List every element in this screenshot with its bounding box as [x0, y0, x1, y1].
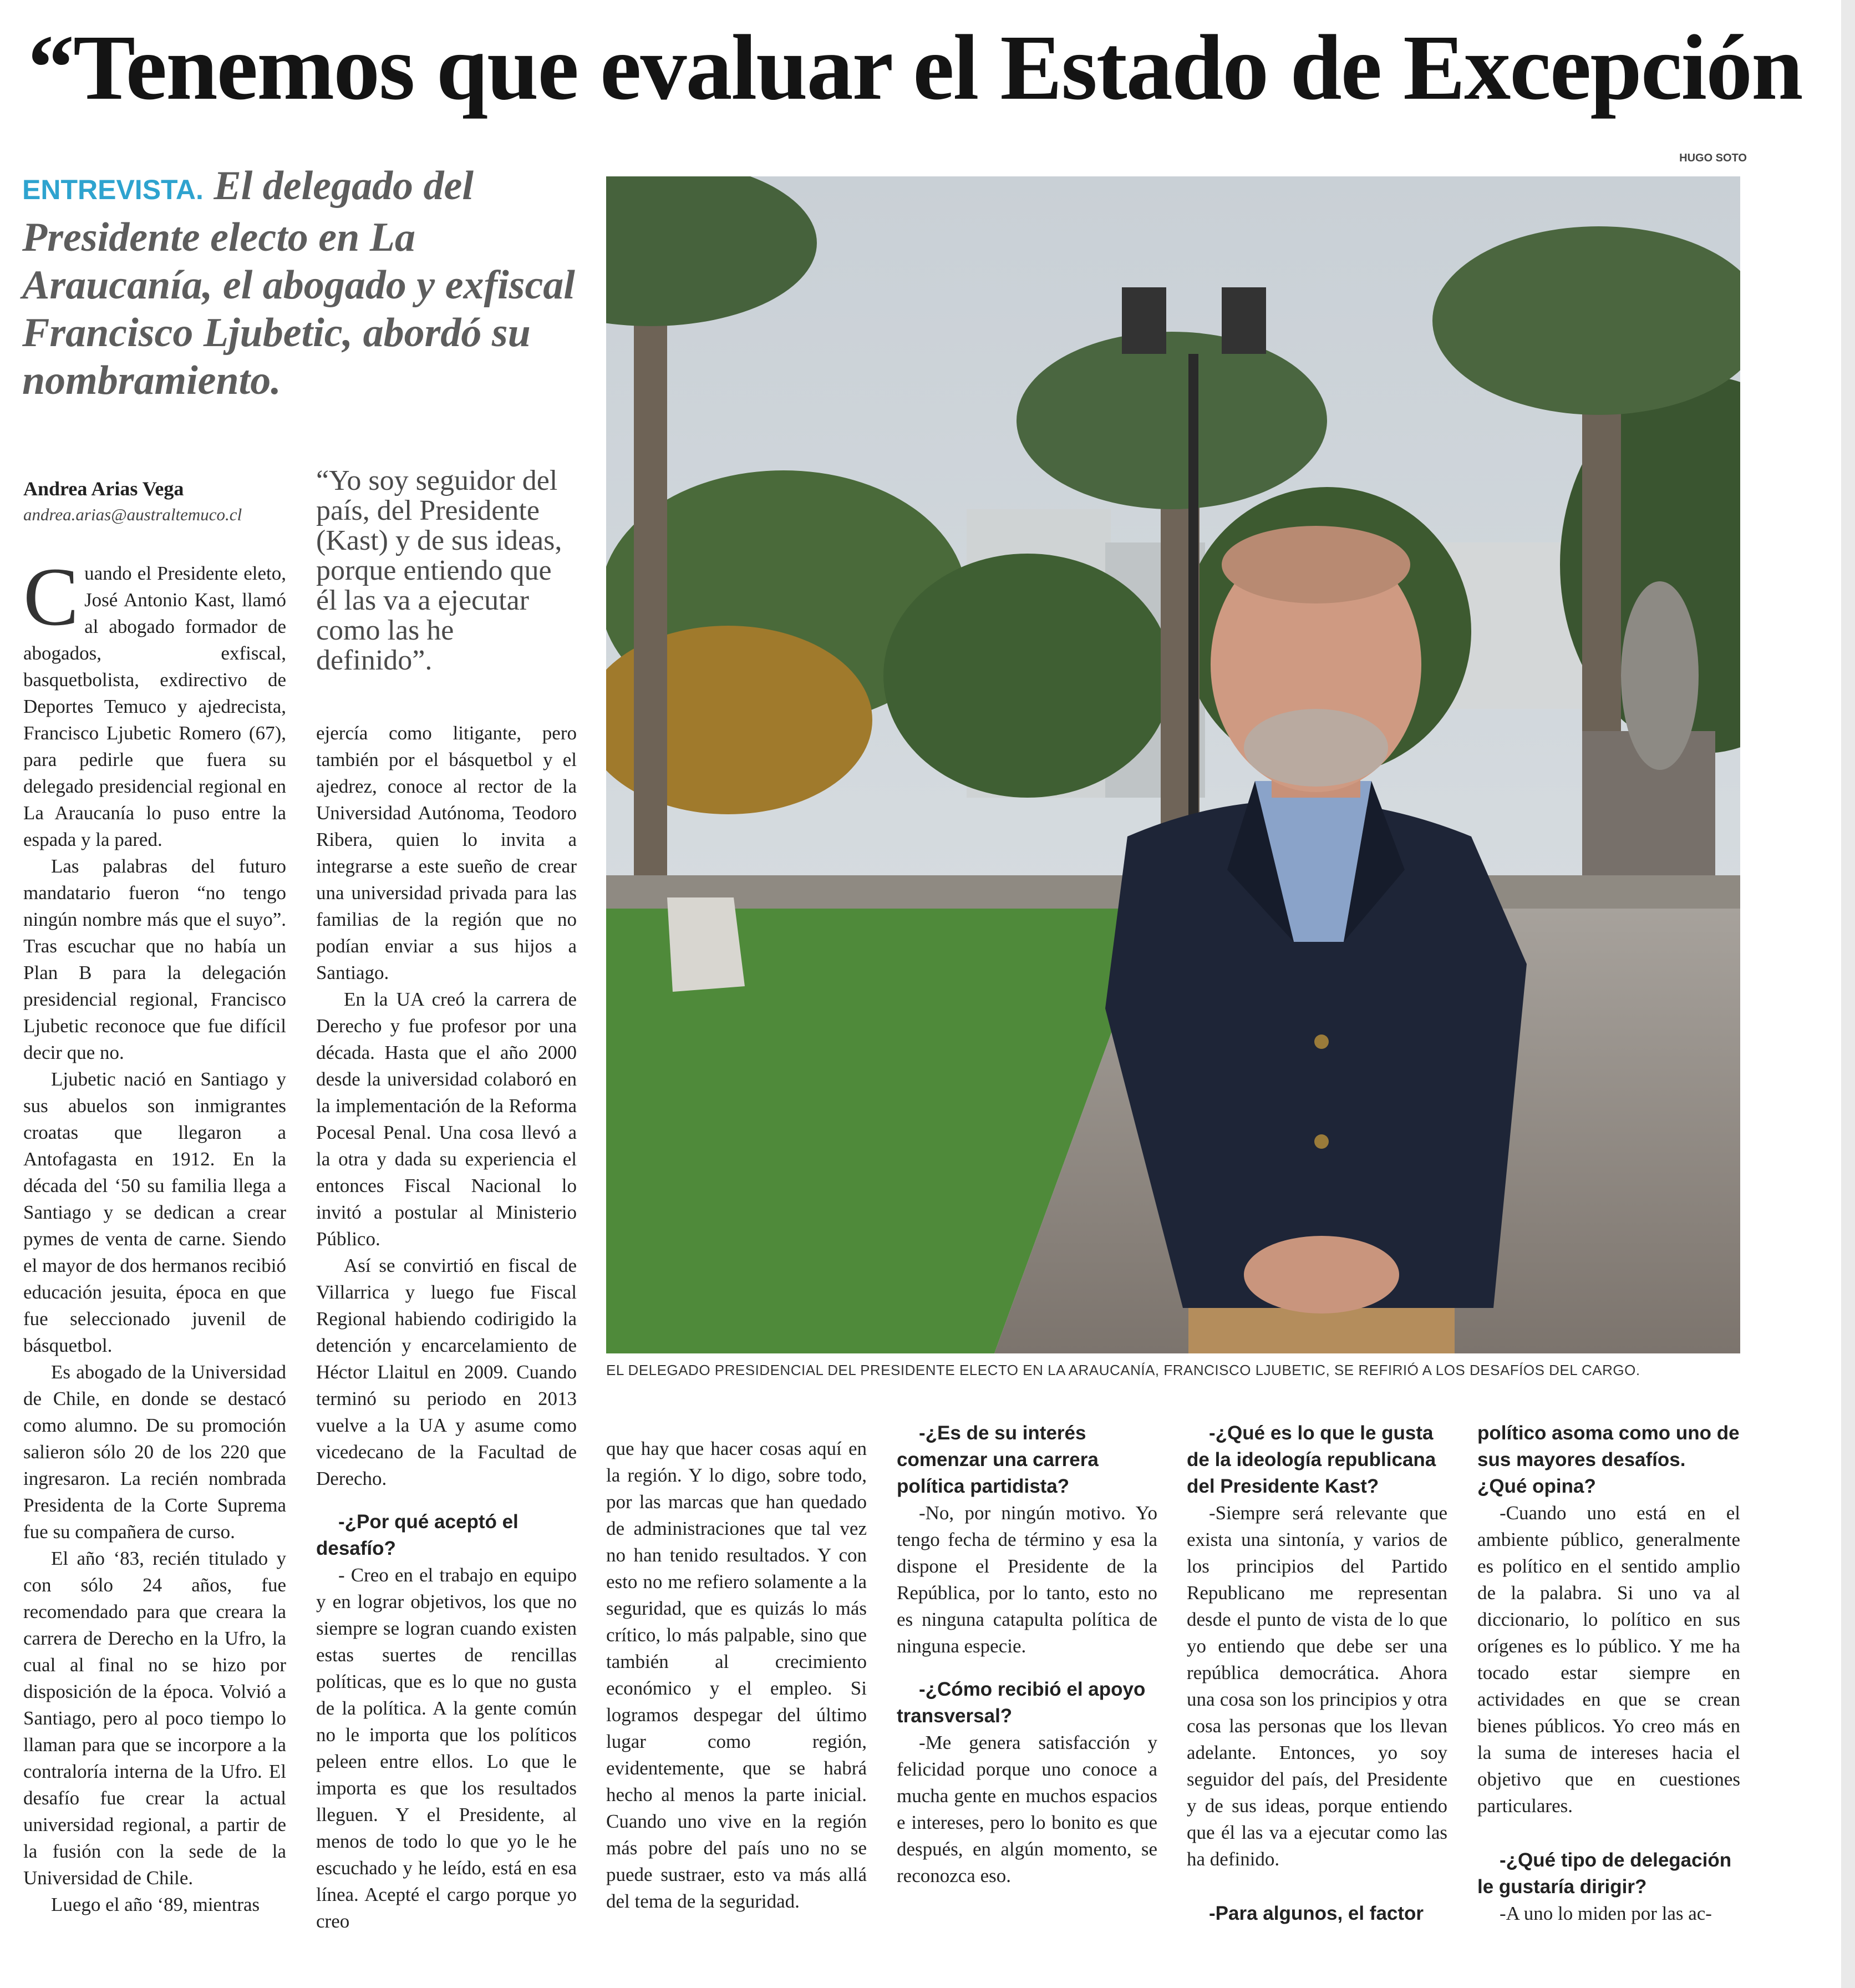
- paragraph: Luego el año ‘89, mientras: [51, 1894, 260, 1915]
- photo-caption: EL DELEGADO PRESIDENCIAL DEL PRESIDENTE ELECTO EN LA ARAUCANÍA, FRANCISCO LJUBETIC, SE REFIRIÓ A LOS DESAFÍOS DEL CARGO.: [606, 1362, 1640, 1378]
- paragraph: Así se convirtió en fiscal de Villarrica y luego fue Fiscal Regional habiendo codirigido la detención y encarcelamiento de Héctor Llaitul en 2009. Cuando terminó su periodo en 2013 vuelve a la UA y asume como vicedecano de la Facultad de Derecho.: [316, 1255, 577, 1489]
- paragraph: ejercía como litigante, pero también por el básquetbol y el ajedrez, conoce al rector de la Universidad Autónoma, Teodoro Ribera, quien lo invita a integrarse a este sueño de crear una universidad privada para las familias de la región que no podían enviar a sus hijos a Santiago.: [316, 722, 577, 983]
- paragraph: que hay que hacer cosas aquí en la región. Y lo digo, sobre todo, por las marcas que han quedado de administraciones que tal vez no han tenido resultados. Y con esto no me refiero solamente a la seguridad, que es quizás lo más crítico, lo más palpable, sino que también al crecimiento económico y el empleo. Si logramos despegar del último lugar como región, evidentemente, que se habrá hecho al menos la parte inicial. Cuando uno vive en la región más pobre del país uno no se puede sustraer, esto va más allá del tema de la seguridad.: [606, 1438, 867, 1912]
- answer: -Me genera satisfacción y felicidad porque uno conoce a mucha gente en muchos espacios e intereses, pero lo bonito es que después, en algún momento, se reconozca eso.: [897, 1732, 1157, 1886]
- paragraph: Las palabras del futuro mandatario fueron “no tengo ningún nombre más que el suyo”. Tras escuchar que no había un Plan B para la delegación presidencial regional, Francisco Ljubetic reconoce que fue difícil decir que no.: [23, 855, 286, 1063]
- question: -¿Qué es lo que le gusta de la ideología republicana del Presidente Kast?: [1187, 1422, 1436, 1497]
- intro-text: El delegado del Presidente electo en La Araucanía, el abogado y exfiscal Francisco Ljubetic, abordó su nombramiento.: [22, 163, 575, 403]
- column-1: [23, 551, 286, 1918]
- column-6: [1477, 1420, 1740, 1927]
- question: -Para algunos, el factor: [1209, 1903, 1424, 1924]
- byline-email[interactable]: andrea.arias@australtemuco.cl: [23, 505, 242, 524]
- paragraph: Es abogado de la Universidad de Chile, en donde se destacó como alumno. De su promoción salieron sólo 20 de los 220 que ingresaron. La recién nombrada Presidenta de la Corte Suprema fue su compañera de curso.: [23, 1361, 286, 1543]
- answer: -No, por ningún motivo. Yo tengo fecha de término y esa la dispone el Presidente de la República, por lo tanto, esto no es ninguna catapulta política de ninguna especie.: [897, 1502, 1157, 1657]
- photo-credit: HUGO SOTO: [1679, 152, 1747, 164]
- dropcap: C: [23, 551, 79, 643]
- paragraph: Ljubetic nació en Santiago y sus abuelos son inmigrantes croatas que llegaron a Antofagasta en 1912. En la década del ‘50 su familia llega a Santiago y se dedican a crear pymes de venta de carne. Siendo el mayor de dos hermanos recibió educación jesuita, época en que fue seleccionado juvenil de básquetbol.: [23, 1068, 286, 1356]
- paragraph: En la UA creó la carrera de Derecho y fue profesor por una década. Hasta que el año 2000 desde la universidad colaboró en la implementación de la Reforma Pocesal Penal. Una cosa llevó a la otra y dada su experiencia el entonces Fiscal Nacional lo invitó a postular al Ministerio Público.: [316, 988, 577, 1250]
- answer: -A uno lo miden por las ac-: [1500, 1903, 1712, 1924]
- answer: -Siempre será relevante que exista una sintonía, y varios de los principios del Partido Republicano me representan desde el punto de vista de lo que yo entiendo que debe ser una república democrática. Ahora una cosa son los principios y otra cosa las personas que los llevan adelante. Entonces, yo soy seguidor del país, del Presidente y de sus ideas, porque entiendo que él las va a ejecutar como las ha definido.: [1187, 1502, 1447, 1870]
- question: -¿Qué tipo de delegación le gustaría dirigir?: [1477, 1849, 1732, 1898]
- question: político asoma como uno de sus mayores desafíos. ¿Qué opina?: [1477, 1422, 1740, 1497]
- pull-quote: “Yo soy seguidor del país, del Presidente (Kast) y de sus ideas, porque entiendo que él las va a ejecutar como las he definido”.: [316, 465, 562, 676]
- photo-illustration: [606, 176, 1740, 1353]
- byline-author: Andrea Arias Vega: [23, 478, 184, 500]
- answer: -Cuando uno está en el ambiente público, generalmente es político en el sentido amplio de la palabra. Si uno va al diccionario, lo político en sus orígenes es lo público. Y me ha tocado estar siempre en actividades en que se crean bienes públicos. Yo creo más en la suma de intereses hacia el objetivo que en cuestiones particulares.: [1477, 1502, 1740, 1817]
- column-4: [897, 1420, 1157, 1889]
- answer: - Creo en el trabajo en equipo y en lograr objetivos, los que no siempre se logran cuando existen estas suertes de rencillas políticas, que es lo que no gusta de la política. A la gente común no le importa que los políticos peleen entre ellos. Lo que le importa es que los resultados lleguen. Y el Presidente, al menos de todo lo que yo le he escuchado y he leído, está en esa línea. Acepté el cargo porque yo creo: [316, 1564, 577, 1932]
- column-5: [1187, 1420, 1447, 1927]
- headline: “Tenemos que evaluar el Estado de Excepción: [28, 16, 1802, 119]
- page-edge-strip: [1841, 0, 1855, 1988]
- paragraph: Cuando el Presidente eleto, José Antonio Kast, llamó al abogado formador de abogados, exfiscal, basquetbolista, exdirectivo de Deportes Temuco y ajedrecista, Francisco Ljubetic Romero (67), para pedirle que fuera su delegado presidencial regional en La Araucanía lo puso entre la espada y la pared.: [23, 551, 286, 850]
- intro-kicker: ENTREVISTA.: [22, 174, 204, 205]
- column-2: [316, 720, 577, 1935]
- paragraph: El año ‘83, recién titulado y con sólo 24 años, fue recomendado para que creara la carrera de Derecho en la Ufro, la cual al final no se hizo por disposición de la época. Volvió a Santiago, pero al poco tiempo lo llaman para que se incorpore a la contraloría interna de la Ufro. El desafío fue crear la actual universidad regional, a partir de la fusión con la sede de la Universidad de Chile.: [23, 1548, 286, 1889]
- question: -¿Es de su interés comenzar una carrera política partidista?: [897, 1422, 1099, 1497]
- question: -¿Por qué aceptó el desafío?: [316, 1511, 519, 1559]
- portrait-photo: [606, 176, 1740, 1353]
- intro-block: [22, 162, 577, 404]
- column-3: [606, 1436, 867, 1915]
- question: -¿Cómo recibió el apoyo transversal?: [897, 1678, 1146, 1727]
